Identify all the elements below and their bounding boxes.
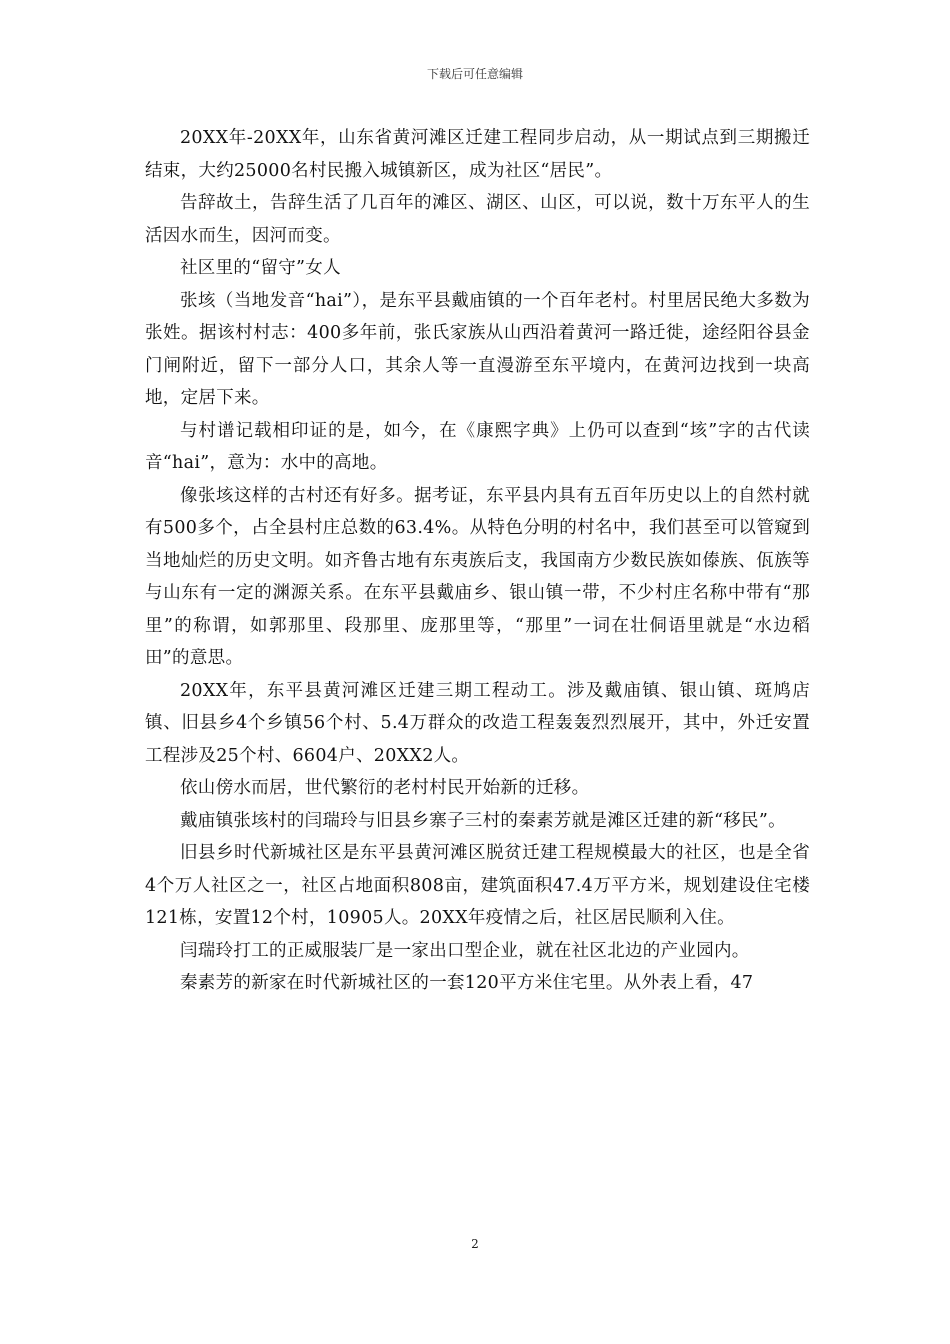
paragraph: 戴庙镇张垓村的闫瑞玲与旧县乡寨子三村的秦素芳就是滩区迁建的新“移民”。 [180, 810, 786, 831]
paragraph: 像张垓这样的古村还有好多。据考证，东平县内具有五百年历史以上的自然村就有500多个，占全县村庄总数的63.4%。从特色分明的村名中，我们甚至可以管窥到当地灿烂的历史文明。如齐鲁古地有东夷族后支，我国南方少数民族如傣族、佤族等与山东有一定的渊源关系。在东平县戴庙乡、银山镇一带，不少村庄名称中带有“那里”的称谓，如郭那里、段那里、庞那里等，“那里”一词在壮侗语里就是“水边稻田”的意思。 [145, 485, 810, 668]
paragraph: 与村谱记载相印证的是，如今，在《康熙字典》上仍可以查到“垓”字的古代读音“hai”，意为：水中的高地。 [145, 420, 810, 473]
page-header: 下载后可任意编辑 [426, 67, 523, 81]
paragraph: 告辞故土，告辞生活了几百年的滩区、湖区、山区，可以说，数十万东平人的生活因水而生，因河而变。 [145, 193, 810, 246]
paragraph: 20XX年，东平县黄河滩区迁建三期工程动工。涉及戴庙镇、银山镇、斑鸠店镇、旧县乡4个乡镇56个村、5.4万群众的改造工程轰轰烈烈展开，其中，外迁安置工程涉及25个村、6604户、20XX2人。 [145, 680, 810, 766]
section-heading: 社区里的“留守”女人 [180, 258, 341, 278]
paragraph: 依山傍水而居，世代繁衍的老村村民开始新的迁移。 [180, 778, 590, 798]
paragraph: 秦素芳的新家在时代新城社区的一套120平方米住宅里。从外表上看，47 [180, 973, 754, 993]
document-body [145, 122, 810, 1000]
paragraph: 20XX年-20XX年，山东省黄河滩区迁建工程同步启动，从一期试点到三期搬迁结束，大约25000名村民搬入城镇新区，成为社区“居民”。 [145, 128, 810, 181]
paragraph: 旧县乡时代新城社区是东平县黄河滩区脱贫迁建工程规模最大的社区，也是全省4个万人社区之一，社区占地面积808亩，建筑面积47.4万平方米，规划建设住宅楼121栋，安置12个村，10905人。20XX年疫情之后，社区居民顺利入住。 [145, 843, 810, 928]
page-number: 2 [471, 1237, 479, 1251]
paragraph: 张垓（当地发音“hai”），是东平县戴庙镇的一个百年老村。村里居民绝大多数为张姓。据该村村志：400多年前，张氏家族从山西沿着黄河一路迁徙，途经阳谷县金门闸附近，留下一部分人口，其余人等一直漫游至东平境内，在黄河边找到一块高地，定居下来。 [145, 290, 810, 408]
paragraph: 闫瑞玲打工的正威服装厂是一家出口型企业，就在社区北边的产业园内。 [180, 940, 750, 961]
